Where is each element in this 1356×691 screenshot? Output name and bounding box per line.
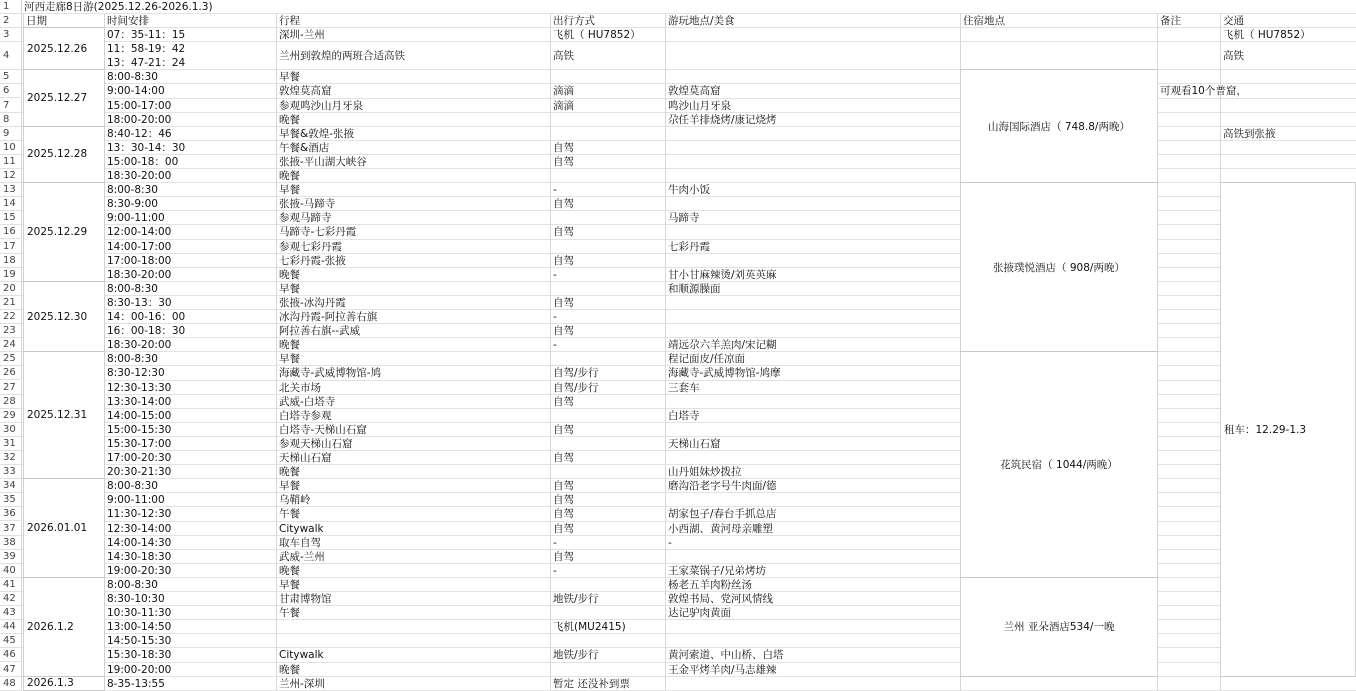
- header-trip[interactable]: 行程: [279, 15, 300, 28]
- cell-time[interactable]: 12:00-14:00: [107, 226, 172, 239]
- cell-time[interactable]: 13:00-14:50: [107, 621, 172, 634]
- cell-trip[interactable]: 午餐&酒店: [279, 141, 330, 154]
- rental-label: 租车：12.29-1.3: [1224, 423, 1307, 436]
- cell-time[interactable]: 12:30-13:30: [107, 381, 172, 394]
- cell-trip[interactable]: 晚餐: [279, 113, 300, 126]
- cell-time[interactable]: 14:00-14:30: [107, 536, 172, 549]
- column-gridline: [550, 14, 551, 691]
- cell-time[interactable]: 16：00-18：30: [107, 325, 186, 338]
- cell-mode[interactable]: 自驾: [553, 550, 574, 563]
- header-date[interactable]: 日期: [26, 15, 47, 28]
- cell-time[interactable]: 15:00-18：00: [107, 155, 179, 168]
- row-number[interactable]: 23: [0, 324, 22, 338]
- cell-time[interactable]: 14：00-16：00: [107, 311, 186, 323]
- header-mode[interactable]: 出行方式: [553, 15, 595, 28]
- cell-mode[interactable]: 滴滴: [553, 85, 574, 98]
- date-label: 2026.01.01: [27, 522, 88, 535]
- cell-mode[interactable]: 地铁/步行: [553, 593, 599, 605]
- cell-mode[interactable]: 自驾/步行: [553, 367, 599, 380]
- cell-trip[interactable]: Citywalk: [279, 522, 324, 535]
- date-cell[interactable]: [23, 126, 105, 183]
- row-number[interactable]: 6: [0, 84, 22, 98]
- cell-mode[interactable]: 自驾: [553, 494, 574, 507]
- row-number[interactable]: 32: [0, 451, 22, 465]
- cell-time[interactable]: 07：35-11：15: [107, 29, 186, 42]
- cell-spots[interactable]: 胡家包子/春台手抓总店: [668, 508, 777, 521]
- cell-time[interactable]: 8:40-12：46: [107, 127, 172, 140]
- hotel-cell[interactable]: [960, 182, 1158, 352]
- cell-time[interactable]: 17:00-18:00: [107, 254, 172, 267]
- row-number[interactable]: 26: [0, 366, 22, 380]
- cell-spots[interactable]: 杨老五羊肉粉丝汤: [668, 578, 752, 591]
- header-traffic[interactable]: 交通: [1223, 15, 1244, 28]
- hotel-label: 兰州 亚朵酒店534/一晚: [1003, 621, 1115, 634]
- date-cell[interactable]: [23, 351, 105, 479]
- row-number[interactable]: 36: [0, 507, 22, 521]
- cell-trip[interactable]: 武威-白塔寺: [279, 395, 336, 408]
- row-number[interactable]: 31: [0, 437, 22, 451]
- cell-time[interactable]: 8:30-9:00: [107, 198, 158, 211]
- cell-spots[interactable]: 敦煌书局、党河风情线: [668, 593, 773, 605]
- note-cell[interactable]: 可观看10个普窟，: [1160, 85, 1247, 98]
- cell-mode[interactable]: 自驾: [553, 254, 574, 267]
- cell-trip[interactable]: 午餐: [279, 607, 300, 620]
- cell-trip[interactable]: 参观鸣沙山月牙泉: [279, 99, 363, 112]
- cell-mode[interactable]: 自驾: [553, 226, 574, 239]
- cell-mode[interactable]: 自驾/步行: [553, 381, 599, 394]
- cell-spots[interactable]: 海藏寺-武威博物馆-鸠摩: [668, 367, 781, 380]
- cell-mode[interactable]: 自驾: [553, 423, 574, 436]
- row-number[interactable]: 7: [0, 99, 22, 113]
- cell-trip[interactable]: 晚餐: [279, 466, 300, 479]
- cell-trip[interactable]: 张掖-冰沟丹霞: [279, 296, 346, 309]
- cell-time[interactable]: 8:00-8:30: [107, 71, 158, 84]
- hotel-cell[interactable]: [960, 577, 1158, 677]
- date-label: 2025.12.30: [27, 310, 88, 323]
- cell-spots[interactable]: 和顺源臊面: [668, 282, 721, 295]
- cell-trip[interactable]: 张掖-平山湖大峡谷: [279, 155, 367, 168]
- cell-time[interactable]: 15:00-17:00: [107, 99, 172, 112]
- cell-trip[interactable]: 晚餐: [279, 663, 300, 676]
- cell-time[interactable]: 8:00-8:30: [107, 184, 158, 197]
- row-number[interactable]: 8: [0, 113, 22, 127]
- traffic-cell[interactable]: 飞机（ HU7852）: [1223, 29, 1311, 42]
- row-number[interactable]: 3: [0, 28, 22, 42]
- row-number[interactable]: 17: [0, 240, 22, 254]
- cell-trip[interactable]: 张掖-马蹄寺: [279, 198, 336, 211]
- row-number[interactable]: 35: [0, 493, 22, 507]
- cell-time[interactable]: 19:00-20:00: [107, 663, 172, 676]
- row-number[interactable]: 14: [0, 197, 22, 211]
- cell-time[interactable]: 13：30-14：30: [107, 141, 186, 154]
- row-number[interactable]: 1: [0, 0, 22, 14]
- cell-trip[interactable]: 早餐: [279, 282, 300, 295]
- row-number[interactable]: 27: [0, 381, 22, 395]
- cell-spots[interactable]: 马蹄寺: [668, 212, 700, 225]
- cell-trip[interactable]: 北关市场: [279, 381, 321, 394]
- cell-trip[interactable]: 参观七彩丹霞: [279, 240, 342, 253]
- row-number[interactable]: 29: [0, 409, 22, 423]
- cell-trip[interactable]: 早餐: [279, 480, 300, 493]
- header-time[interactable]: 时间安排: [107, 15, 149, 28]
- row-number[interactable]: 44: [0, 620, 22, 634]
- cell-spots[interactable]: 七彩丹霞: [668, 240, 710, 253]
- cell-time[interactable]: 9:00-11:00: [107, 494, 165, 507]
- header-note[interactable]: 备注: [1160, 15, 1181, 28]
- date-label: 2025.12.31: [27, 409, 88, 422]
- hotel-cell[interactable]: [960, 351, 1158, 578]
- row-number[interactable]: 39: [0, 550, 22, 564]
- date-cell[interactable]: [23, 182, 105, 282]
- hotel-label: 张掖璞悦酒店（ 908/两晚）: [993, 261, 1125, 274]
- cell-spots[interactable]: 王金平烤羊肉/马志雄辣: [668, 663, 777, 676]
- cell-mode[interactable]: -: [553, 339, 557, 352]
- row-number[interactable]: 30: [0, 423, 22, 437]
- row-gridline: [22, 41, 1356, 42]
- cell-trip[interactable]: 海藏寺-武威博物馆-鸠: [279, 367, 382, 380]
- cell-spots[interactable]: 天梯山石窟: [668, 437, 721, 450]
- date-cell[interactable]: [23, 281, 105, 353]
- row-number[interactable]: 28: [0, 395, 22, 409]
- cell-time[interactable]: 8:30-13：30: [107, 296, 172, 309]
- sheet-title[interactable]: 河西走廊8日游(2025.12.26-2026.1.3): [24, 1, 213, 13]
- cell-trip[interactable]: 兰州到敦煌的两班合适高铁: [279, 50, 405, 63]
- cell-trip[interactable]: 早餐: [279, 71, 300, 84]
- row-number[interactable]: 38: [0, 536, 22, 550]
- cell-spots[interactable]: 山丹姐妹炒拨拉: [668, 466, 742, 479]
- row-number[interactable]: 46: [0, 648, 22, 662]
- hotel-label: 花筑民宿（ 1044/两晚）: [1000, 459, 1118, 472]
- cell-time[interactable]: 18:00-20:00: [107, 113, 172, 126]
- cell-time[interactable]: 20:30-21:30: [107, 466, 172, 479]
- row-number[interactable]: 11: [0, 155, 22, 169]
- date-cell[interactable]: [23, 577, 105, 677]
- row-number[interactable]: 19: [0, 268, 22, 282]
- cell-spots[interactable]: 磨沟沿老字号牛肉面/德: [668, 480, 777, 493]
- row-number[interactable]: 33: [0, 465, 22, 479]
- row-number[interactable]: 47: [0, 663, 22, 677]
- date-label: 2025.12.26: [27, 42, 88, 55]
- cell-trip[interactable]: 深圳-兰州: [279, 29, 325, 42]
- cell-mode[interactable]: 自驾: [553, 198, 574, 211]
- cell-time[interactable]: 8:00-8:30: [107, 282, 158, 295]
- cell-time[interactable]: 17:00-20:30: [107, 452, 172, 464]
- cell-spots[interactable]: 达记驴肉黄面: [668, 607, 731, 620]
- cell-time[interactable]: 9:00-11:00: [107, 212, 165, 225]
- cell-time[interactable]: 8:00-8:30: [107, 353, 158, 366]
- cell-time[interactable]: 9:00-14:00: [107, 85, 165, 98]
- cell-time[interactable]: 18:30-20:00: [107, 268, 172, 281]
- traffic-cell[interactable]: 高铁到张掖: [1223, 127, 1276, 140]
- cell-spots[interactable]: 牛肉小饭: [668, 184, 710, 197]
- cell-spots[interactable]: 程记面皮/任凉面: [668, 353, 746, 366]
- cell-trip[interactable]: 晚餐: [279, 170, 300, 182]
- cell-time[interactable]: 8:30-12:30: [107, 367, 165, 380]
- cell-trip[interactable]: 马蹄寺-七彩丹霞: [279, 226, 357, 239]
- cell-spots[interactable]: 靖远尕六羊羔肉/宋记糊: [668, 339, 777, 352]
- cell-time[interactable]: 8:00-8:30: [107, 480, 158, 493]
- cell-time[interactable]: 14:00-17:00: [107, 240, 172, 253]
- cell-trip[interactable]: 甘肃博物馆: [279, 593, 332, 605]
- row-number[interactable]: 18: [0, 254, 22, 268]
- cell-time[interactable]: 14:50-15:30: [107, 635, 172, 648]
- cell-spots[interactable]: 白塔寺: [668, 409, 700, 422]
- cell-trip[interactable]: 七彩丹霞-张掖: [279, 254, 346, 267]
- row-number[interactable]: 22: [0, 310, 22, 324]
- cell-trip[interactable]: 取车自驾: [279, 536, 321, 549]
- cell-trip[interactable]: 武威-兰州: [279, 550, 325, 563]
- row-number[interactable]: 2: [0, 14, 22, 28]
- cell-mode[interactable]: 飞机（ HU7852）: [553, 29, 641, 42]
- cell-spots[interactable]: 三套车: [668, 381, 700, 394]
- cell-trip[interactable]: 天梯山石窟: [279, 452, 332, 464]
- cell-time[interactable]: 19:00-20:30: [107, 564, 172, 577]
- cell-mode[interactable]: -: [553, 564, 557, 577]
- cell-mode[interactable]: 高铁: [553, 50, 574, 63]
- date-cell[interactable]: [23, 478, 105, 578]
- cell-trip[interactable]: Citywalk: [279, 649, 324, 662]
- cell-time[interactable]: 15:30-18:30: [107, 649, 172, 662]
- row-number[interactable]: 13: [0, 183, 22, 197]
- cell-mode[interactable]: 飞机(MU2415): [553, 621, 626, 634]
- cell-trip[interactable]: 参观马蹄寺: [279, 212, 332, 225]
- cell-mode[interactable]: 自驾: [553, 480, 574, 493]
- cell-mode[interactable]: 自驾: [553, 522, 574, 535]
- cell-time[interactable]: 18:30-20:00: [107, 339, 172, 352]
- cell-time[interactable]: 15:00-15:30: [107, 423, 172, 436]
- cell-time[interactable]: 18:30-20:00: [107, 170, 172, 182]
- cell-mode[interactable]: 自驾: [553, 395, 574, 408]
- hotel-cell[interactable]: [960, 69, 1158, 183]
- cell-mode[interactable]: 自驾: [553, 296, 574, 309]
- date-label: 2025.12.28: [27, 148, 88, 161]
- row-number[interactable]: 42: [0, 592, 22, 606]
- cell-trip[interactable]: 早餐&敦煌-张掖: [279, 127, 354, 140]
- row-number[interactable]: 21: [0, 296, 22, 310]
- cell-mode[interactable]: 自驾: [553, 508, 574, 521]
- cell-trip[interactable]: 午餐: [279, 508, 300, 521]
- cell-mode[interactable]: 暂定 还没补到票: [553, 677, 630, 690]
- row-number[interactable]: 40: [0, 564, 22, 578]
- row-number[interactable]: 9: [0, 127, 22, 141]
- cell-mode[interactable]: 自驾: [553, 452, 574, 464]
- cell-mode[interactable]: 自驾: [553, 325, 574, 338]
- row-number[interactable]: 41: [0, 578, 22, 592]
- rental-cell[interactable]: [1220, 182, 1356, 677]
- cell-trip[interactable]: 参观天梯山石窟: [279, 437, 353, 450]
- row-number[interactable]: 4: [0, 42, 22, 70]
- date-cell[interactable]: [23, 69, 105, 126]
- cell-mode[interactable]: -: [553, 184, 557, 197]
- cell-trip[interactable]: 冰沟丹霞-阿拉善右旗: [279, 311, 378, 323]
- cell-spots[interactable]: 小西湖、黄河母亲雕塑: [668, 522, 773, 535]
- cell-time[interactable]: 14:00-15:00: [107, 409, 172, 422]
- date-label: 2025.12.27: [27, 91, 88, 104]
- cell-trip[interactable]: 白塔寺-天梯山石窟: [279, 423, 367, 436]
- date-label: 2026.1.3: [27, 677, 74, 690]
- cell-mode[interactable]: 滴滴: [553, 99, 574, 112]
- header-hotel[interactable]: 住宿地点: [963, 15, 1005, 28]
- cell-trip[interactable]: 阿拉善右旗--武威: [279, 325, 361, 338]
- row-number[interactable]: 16: [0, 225, 22, 239]
- row-number[interactable]: 5: [0, 70, 22, 84]
- cell-time[interactable]: 8-35-13:55: [107, 677, 165, 690]
- cell-time[interactable]: 11:30-12:30: [107, 508, 172, 521]
- cell-time[interactable]: 12:30-14:00: [107, 522, 172, 535]
- cell-time[interactable]: 14:30-18:30: [107, 550, 172, 563]
- cell-trip[interactable]: 晚餐: [279, 564, 300, 577]
- row-number[interactable]: 20: [0, 282, 22, 296]
- cell-mode[interactable]: -: [553, 268, 557, 281]
- row-number[interactable]: 24: [0, 338, 22, 352]
- row-number[interactable]: 12: [0, 169, 22, 183]
- row-number[interactable]: 15: [0, 211, 22, 225]
- cell-mode[interactable]: -: [553, 536, 557, 549]
- date-cell[interactable]: [23, 27, 105, 70]
- cell-spots[interactable]: 甘小甘麻辣烫/刘英英麻: [668, 268, 777, 281]
- row-number[interactable]: 48: [0, 677, 22, 691]
- cell-spots[interactable]: 黄河索道、中山桥、白塔: [668, 649, 784, 662]
- row-number[interactable]: 43: [0, 606, 22, 620]
- cell-spots[interactable]: 鸣沙山月牙泉: [668, 99, 731, 112]
- cell-trip[interactable]: 早餐: [279, 578, 300, 591]
- row-number[interactable]: 45: [0, 634, 22, 648]
- cell-mode[interactable]: 自驾: [553, 141, 574, 154]
- cell-time[interactable]: 13:30-14:00: [107, 395, 172, 408]
- date-cell[interactable]: [23, 676, 105, 691]
- cell-time[interactable]: 8:00-8:30: [107, 578, 158, 591]
- cell-mode[interactable]: 地铁/步行: [553, 649, 599, 662]
- cell-time[interactable]: 10:30-11:30: [107, 607, 172, 620]
- cell-trip[interactable]: 早餐: [279, 353, 300, 366]
- cell-spots[interactable]: 王家菜锅子/兄弟烤坊: [668, 564, 767, 577]
- cell-time[interactable]: 11：58-19：42 13：47-21：24: [107, 43, 186, 70]
- traffic-cell[interactable]: 高铁: [1223, 50, 1244, 63]
- cell-trip[interactable]: 乌鞘岭: [279, 494, 311, 507]
- cell-trip[interactable]: 晚餐: [279, 268, 300, 281]
- cell-trip[interactable]: 兰州-深圳: [279, 677, 325, 690]
- row-number[interactable]: 25: [0, 352, 22, 366]
- date-label: 2025.12.29: [27, 225, 88, 238]
- cell-time[interactable]: 15:30-17:00: [107, 437, 172, 450]
- cell-trip[interactable]: 晚餐: [279, 339, 300, 352]
- cell-mode[interactable]: -: [553, 311, 557, 323]
- cell-spots[interactable]: -: [668, 536, 672, 549]
- cell-trip[interactable]: 早餐: [279, 184, 300, 197]
- row-number[interactable]: 10: [0, 141, 22, 155]
- cell-spots[interactable]: 敦煌莫高窟: [668, 85, 721, 98]
- cell-trip[interactable]: 白塔寺参观: [279, 409, 332, 422]
- cell-trip[interactable]: 敦煌莫高窟: [279, 85, 332, 98]
- header-spots[interactable]: 游玩地点/美食: [668, 15, 735, 28]
- cell-spots[interactable]: 尕任羊排烧烤/康记烧烤: [668, 113, 777, 126]
- hotel-label: 山海国际酒店（ 748.8/两晚）: [988, 120, 1130, 133]
- cell-mode[interactable]: 自驾: [553, 155, 574, 168]
- date-label: 2026.1.2: [27, 620, 74, 633]
- row-number[interactable]: 34: [0, 479, 22, 493]
- row-number[interactable]: 37: [0, 522, 22, 536]
- cell-time[interactable]: 8:30-10:30: [107, 593, 165, 605]
